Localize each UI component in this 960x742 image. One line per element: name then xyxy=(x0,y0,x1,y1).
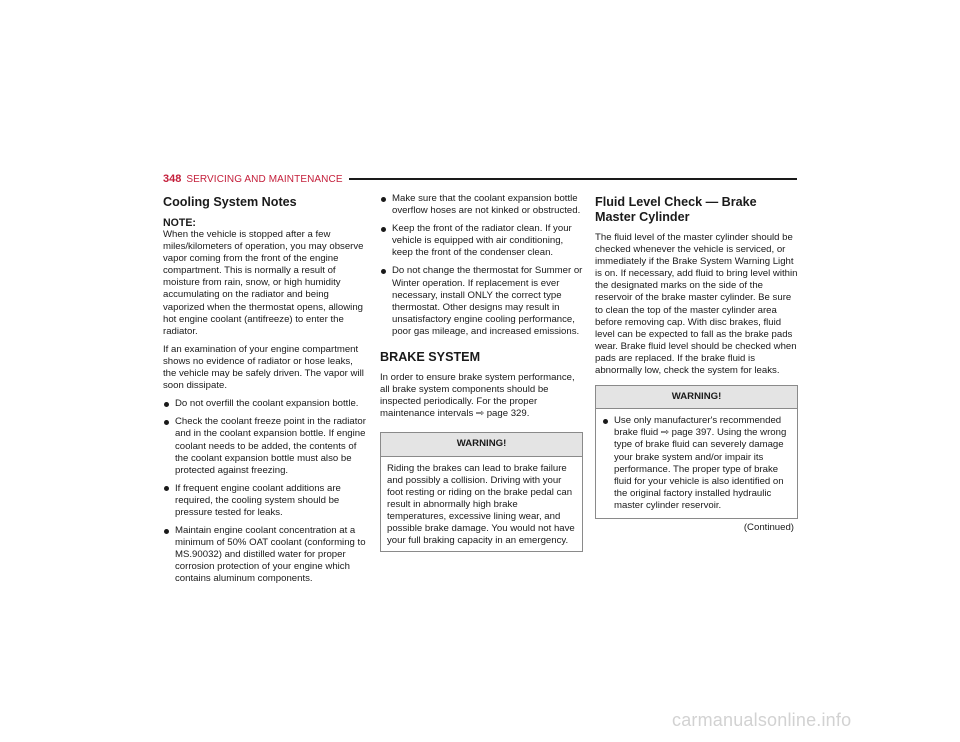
bullet-list xyxy=(380,193,583,338)
fluid-level-heading: Fluid Level Check — Brake Master Cylinder xyxy=(595,195,757,224)
list-item: Use only manufacturer's recommended brake fluid ⇨ page 397. Using the wrong type of brake fluid can severely damage your brake system and/or impair its performance. The proper type of brake fluid for your vehicle is also identified on the original factory installed hydraulic master cylinder reservoir. xyxy=(602,415,791,512)
warning-body xyxy=(596,409,797,518)
column-2 xyxy=(380,192,583,552)
warning-text: Riding the brakes can lead to brake failure and possibly a collision. Driving with your foot resting or riding on the brake pedal can result in abnormally high brake temperatures, excessive lining wear, and possible brake damage. You would not have your full braking capacity in an emergency. xyxy=(387,462,575,547)
list-item: Check the coolant freeze point in the radiator and in the coolant expansion bottle. If engine coolant needs to be added, the contents of the coolant expansion bottle must also be protected against freezing. xyxy=(163,416,366,476)
paragraph: If an examination of your engine compartment shows no evidence of radiator or hose leaks, the vehicle may be safely driven. The vapor will soon dissipate. xyxy=(163,343,364,392)
continued-label: (Continued) xyxy=(743,521,794,533)
warning-title: WARNING! xyxy=(381,433,582,456)
header-rule xyxy=(349,178,797,180)
list-item: Make sure that the coolant expansion bottle overflow hoses are not kinked or obstructed. xyxy=(380,193,583,217)
page-header xyxy=(163,171,797,187)
bullet-list xyxy=(163,398,366,585)
column-3 xyxy=(595,192,798,534)
watermark: carmanualsonline.info xyxy=(672,710,852,730)
warning-box xyxy=(595,385,798,519)
warning-box xyxy=(380,432,583,552)
column-1 xyxy=(163,192,366,592)
section-title: SERVICING AND MAINTENANCE xyxy=(186,173,343,185)
list-item: Keep the front of the radiator clean. If your vehicle is equipped with air conditioning, keep the front of the condenser clean. xyxy=(380,223,583,259)
list-item: Maintain engine coolant concentration at a minimum of 50% OAT coolant (conforming to MS.90032) and distilled water for proper corrosion protection of your engine which contains aluminum components. xyxy=(163,525,366,585)
cooling-system-heading: Cooling System Notes xyxy=(163,195,297,209)
list-item: If frequent engine coolant additions are required, the cooling system should be pressure tested for leaks. xyxy=(163,483,366,519)
brake-system-heading: BRAKE SYSTEM xyxy=(380,350,481,365)
paragraph: The fluid level of the master cylinder should be checked whenever the vehicle is serviced, or immediately if the Brake System Warning Light is on. If necessary, add fluid to bring level within the designated marks on the side of the reservoir of the brake master cylinder. Be sure to clean the top of the master cylinder area before removing cap. With disc brakes, fluid level can be expected to fall as the brake pads wear. Brake fluid level should be checked when pads are replaced. If the brake fluid is abnormally low, check the system for leaks. xyxy=(595,232,798,377)
note-label: NOTE: xyxy=(163,217,196,229)
paragraph: In order to ensure brake system performance, all brake system components should be inspected periodically. For the proper maintenance intervals ⇨ page 329. xyxy=(380,372,575,420)
page-number: 348 xyxy=(163,173,182,185)
list-item: Do not change the thermostat for Summer or Winter operation. If replacement is ever necessary, install ONLY the correct type thermostat. Other designs may result in unsatisfactory engine cooling performance, poor gas mileage, and increased emissions. xyxy=(380,265,583,338)
list-item: Do not overfill the coolant expansion bottle. xyxy=(163,398,366,410)
note-text: When the vehicle is stopped after a few miles/kilometers of operation, you may observe vapor coming from the front of the engine compartment. This is normally a result of moisture from rain, snow, or high humidity accumulating on the radiator and being vaporized when the thermostat opens, allowing hot engine coolant (antifreeze) to enter the radiator. xyxy=(163,229,364,337)
warning-title: WARNING! xyxy=(596,386,797,409)
bullet-list xyxy=(602,415,791,512)
